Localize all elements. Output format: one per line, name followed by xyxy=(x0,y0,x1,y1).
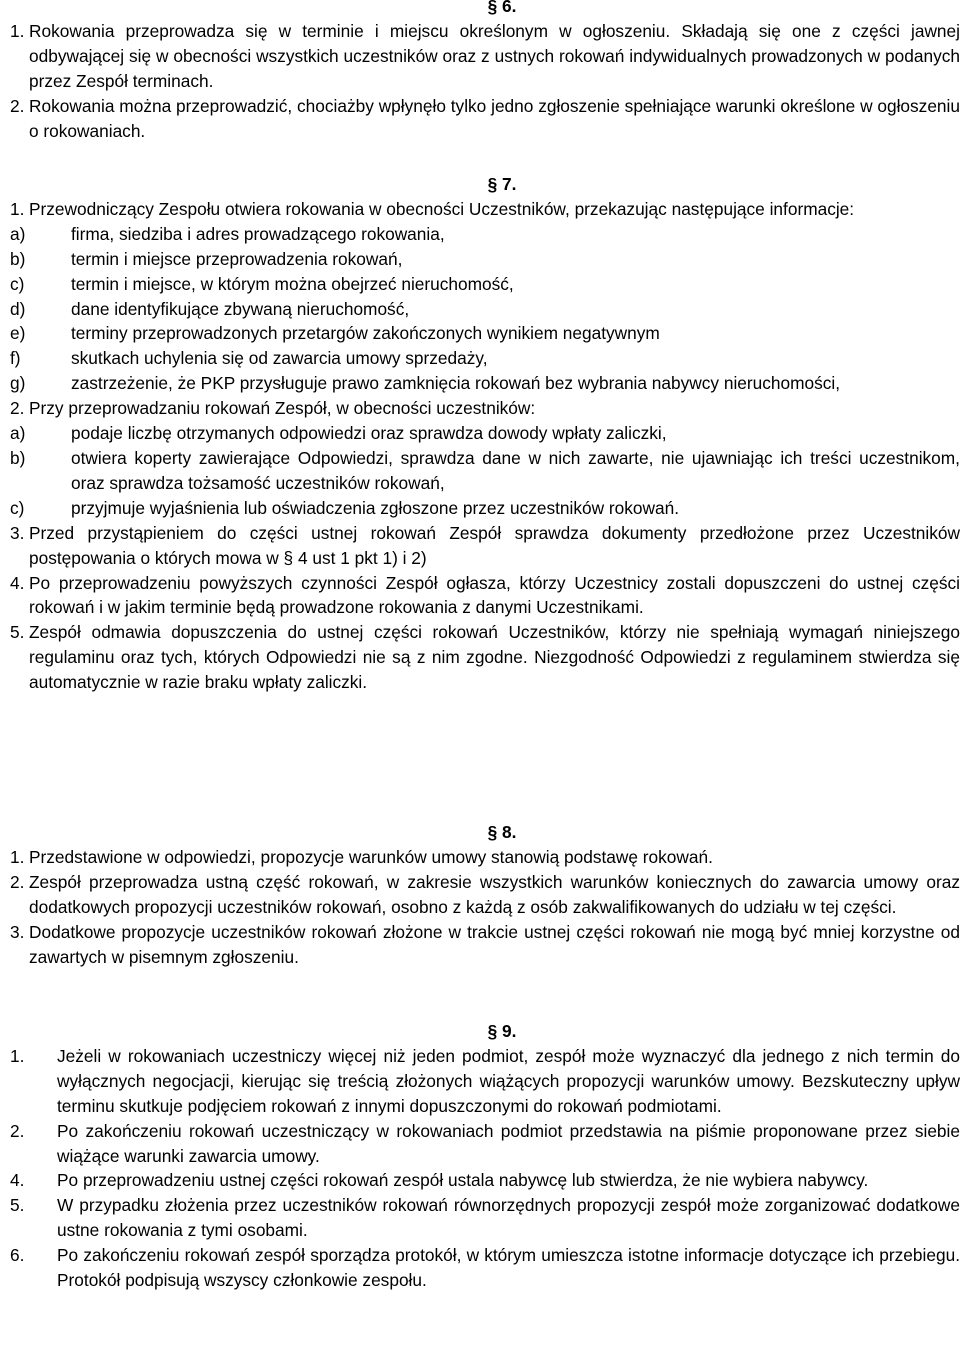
item-number: 1. xyxy=(10,198,25,219)
sub-item-text: dane identyfikujące zbywaną nieruchomość, xyxy=(71,298,410,319)
section-6 xyxy=(10,0,960,143)
item-number: 2. xyxy=(10,1120,25,1141)
sub-item-letter: g) xyxy=(10,373,26,394)
section-heading: § 9. xyxy=(487,1021,517,1041)
item-text: Dodatkowe propozycje uczestników rokowań złożone w trakcie ustnej części rokowań nie mogą być mniej korzystne od zawartych w pisemnym zgłoszeniu. xyxy=(29,921,960,967)
item-text: Po zakończeniu rokowań uczestniczący w rokowaniach podmiot przedstawia na piśmie proponowane przez siebie wiążące warunki zawarcia umowy. xyxy=(57,1120,960,1166)
sub-item xyxy=(10,346,960,371)
sub-item-letter: d) xyxy=(10,298,26,319)
sub-item-text: termin i miejsce, w którym można obejrzeć nieruchomość, xyxy=(71,273,514,294)
sub-item-letter: a) xyxy=(10,423,26,444)
sub-item-letter: b) xyxy=(10,447,26,468)
section-7 xyxy=(10,172,960,695)
sub-item-text: skutkach uchylenia się od zawarcia umowy sprzedaży, xyxy=(71,348,488,369)
sub-item-text: przyjmuje wyjaśnienia lub oświadczenia zgłoszone przez uczestników rokowań. xyxy=(71,497,680,518)
item-number: 1. xyxy=(10,846,25,867)
item-number: 6. xyxy=(10,1245,25,1266)
paragraph-item xyxy=(10,1168,960,1193)
sub-item-letter: c) xyxy=(10,497,25,518)
sub-item xyxy=(10,272,960,297)
item-text: Jeżeli w rokowaniach uczestniczy więcej niż jeden podmiot, zespół może wyznaczyć dla jednego z nich termin do wyłącznych negocjacji, kierując się treścią złożonych wiążących propozycji warunków umowy. Bezskuteczny upływ terminu skutkuje podjęciem rokowań z innymi dopuszczonymi do rokowań podmiotami. xyxy=(57,1045,960,1116)
item-number: 4. xyxy=(10,1170,25,1191)
paragraph-item xyxy=(10,1193,960,1243)
item-text: Przy przeprowadzaniu rokowań Zespół, w obecności uczestników: xyxy=(29,398,536,419)
item-text: Po zakończeniu rokowań zespół sporządza protokół, w którym umieszcza istotne informacje dotyczące ich przebiegu. Protokół podpisują wszyscy członkowie zespołu. xyxy=(57,1245,960,1291)
item-number: 2. xyxy=(10,95,25,116)
paragraph-item xyxy=(10,870,960,920)
sub-item-letter: a) xyxy=(10,223,26,244)
sub-item-text: firma, siedziba i adres prowadzącego rokowania, xyxy=(71,223,445,244)
item-text: Przed przystąpieniem do części ustnej rokowań Zespół sprawdza dokumenty przedłożone przez Uczestników postępowania o których mowa w § 4 ust 1 pkt 1) i 2) xyxy=(29,522,960,568)
sub-item-letter: b) xyxy=(10,248,26,269)
sub-item xyxy=(10,371,960,396)
paragraph-item xyxy=(10,94,960,144)
item-number: 3. xyxy=(10,921,25,942)
sub-item-text: otwiera koperty zawierające Odpowiedzi, sprawdza dane w nich zawarte, nie ujawniając ich treści uczestnikom, oraz sprawdza tożsamość uczestników rokowań, xyxy=(71,447,960,493)
sub-item-text: zastrzeżenie, że PKP przysługuje prawo zamknięcia rokowań bez wybrania nabywcy nieruchomości, xyxy=(71,373,841,394)
item-text: Po przeprowadzeniu powyższych czynności Zespół ogłasza, którzy Uczestnicy zostali dopuszczeni do ustnej części rokowań i w jakim terminie będą prowadzone rokowania z danymi Uczestnikami. xyxy=(29,572,960,618)
item-number: 1. xyxy=(10,20,25,41)
paragraph-item xyxy=(10,571,960,621)
item-text: Przedstawione w odpowiedzi, propozycje warunków umowy stanowią podstawę rokowań. xyxy=(29,846,713,867)
paragraph-item xyxy=(10,920,960,970)
paragraph-item xyxy=(10,521,960,571)
item-number: 5. xyxy=(10,1195,25,1216)
item-number: 2. xyxy=(10,871,25,892)
item-text: Rokowania przeprowadza się w terminie i miejscu określonym w ogłoszeniu. Składają się one z części jawnej odbywającej się w obecności wszystkich uczestników oraz z ustnych rokowań indywidualnych prowadzonych w podanych przez Zespół terminach. xyxy=(29,20,960,91)
paragraph-item xyxy=(10,197,960,222)
item-text: Przewodniczący Zespołu otwiera rokowania w obecności Uczestników, przekazując następujące informacje: xyxy=(29,198,855,219)
section-heading: § 8. xyxy=(487,822,517,842)
sub-item-letter: f) xyxy=(10,348,21,369)
paragraph-item xyxy=(10,19,960,94)
item-number: 3. xyxy=(10,522,25,543)
paragraph-item xyxy=(10,845,960,870)
paragraph-item xyxy=(10,1044,960,1119)
sub-item xyxy=(10,297,960,322)
sub-item xyxy=(10,247,960,272)
item-text: Po przeprowadzeniu ustnej części rokowań zespół ustala nabywcę lub stwierdza, że nie wybiera nabywcy. xyxy=(57,1170,869,1191)
sub-item xyxy=(10,446,960,496)
sub-item-letter: c) xyxy=(10,273,25,294)
sub-item-text: terminy przeprowadzonych przetargów zakończonych wynikiem negatywnym xyxy=(71,323,660,344)
item-text: Rokowania można przeprowadzić, chociażby wpłynęło tylko jedno zgłoszenie spełniające warunki określone w ogłoszeniu o rokowaniach. xyxy=(29,95,960,141)
paragraph-item xyxy=(10,396,960,421)
item-number: 5. xyxy=(10,622,25,643)
section-heading: § 7. xyxy=(487,174,517,194)
item-number: 4. xyxy=(10,572,25,593)
paragraph-item xyxy=(10,620,960,695)
item-number: 1. xyxy=(10,1045,25,1066)
sub-item xyxy=(10,321,960,346)
item-text: W przypadku złożenia przez uczestników rokowań równorzędnych propozycji zespół może zorganizować dodatkowe ustne rokowania z tymi osobami. xyxy=(57,1195,960,1241)
sub-item xyxy=(10,421,960,446)
sub-item xyxy=(10,222,960,247)
sub-item-text: termin i miejsce przeprowadzenia rokowań, xyxy=(71,248,403,269)
paragraph-item xyxy=(10,1119,960,1169)
sub-item-text: podaje liczbę otrzymanych odpowiedzi oraz sprawdza dowody wpłaty zaliczki, xyxy=(71,423,667,444)
item-text: Zespół odmawia dopuszczenia do ustnej części rokowań Uczestników, którzy nie spełniają wymagań niniejszego regulaminu oraz tych, których Odpowiedzi nie są z nim zgodne. Niezgodność Odpowiedzi z regulaminem stwierdza się automatycznie w razie braku wpłaty zaliczki. xyxy=(29,622,960,693)
item-text: Zespół przeprowadza ustną część rokowań, w zakresie wszystkich warunków koniecznych do zawarcia umowy oraz dodatkowych propozycji uczestników rokowań, osobno z każdą z osób zakwalifikowanych do udziału w tej części. xyxy=(29,871,960,917)
item-number: 2. xyxy=(10,398,25,419)
sub-item-letter: e) xyxy=(10,323,26,344)
section-9 xyxy=(10,1019,960,1293)
paragraph-item xyxy=(10,1243,960,1293)
section-heading: § 6. xyxy=(487,0,517,16)
section-8 xyxy=(10,820,960,969)
sub-item xyxy=(10,496,960,521)
